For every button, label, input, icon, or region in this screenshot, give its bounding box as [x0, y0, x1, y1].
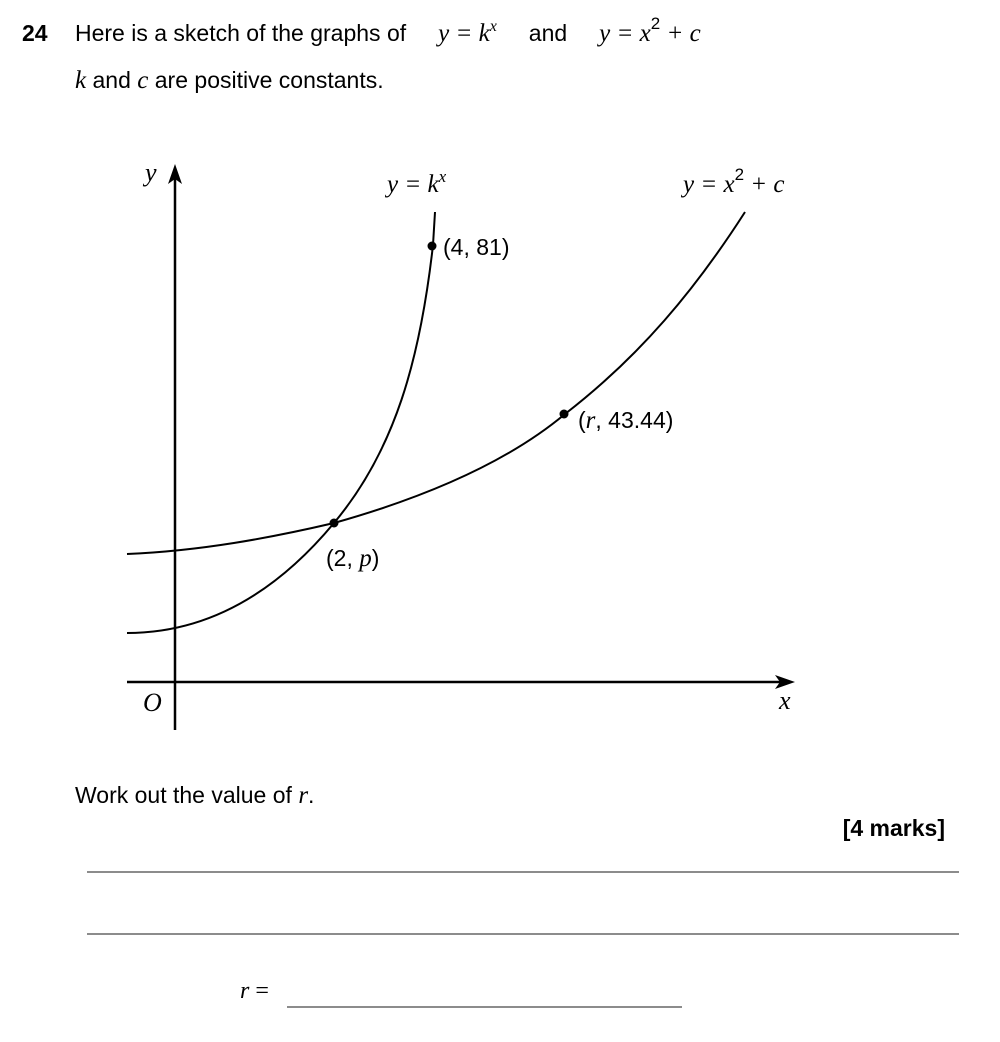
answer-line-2[interactable]	[87, 933, 959, 935]
x-axis-label: x	[779, 686, 791, 715]
constants-statement: k and c are positive constants.	[75, 67, 384, 94]
curve-label-quadratic: $y = x^2 + c$	[683, 165, 785, 198]
task-prompt: Work out the value of r.	[75, 782, 315, 809]
answer-line-1[interactable]	[87, 871, 959, 873]
point-label-4-81: (4, 81)	[443, 234, 510, 260]
question-number: 24	[22, 20, 48, 46]
answer-label: r =	[240, 978, 269, 1004]
constant-c: c	[137, 67, 149, 94]
marks-label: [4 marks]	[842, 815, 945, 841]
and-text: and	[528, 20, 568, 46]
intro-text: Here is a sketch of the graphs of	[75, 20, 407, 46]
equation-exponential: $y = k^x$	[438, 18, 497, 47]
exponential-curve	[127, 212, 435, 633]
quadratic-curve	[127, 212, 745, 554]
point-intersection	[330, 519, 339, 528]
equation-quadratic: $y = x^2 + c$	[599, 14, 701, 47]
origin-label: O	[143, 688, 162, 717]
constant-k: k	[75, 67, 87, 94]
curve-label-exponential: $y = k^x$	[387, 167, 447, 198]
point-4-81	[428, 242, 437, 251]
point-r-4344	[560, 410, 569, 419]
task-variable: r	[298, 782, 309, 809]
point-label-intersection: (2, p)	[326, 545, 380, 572]
point-label-r: (r, 43.44)	[578, 407, 674, 434]
answer-field[interactable]	[287, 1006, 682, 1008]
y-axis-label: y	[145, 158, 157, 187]
